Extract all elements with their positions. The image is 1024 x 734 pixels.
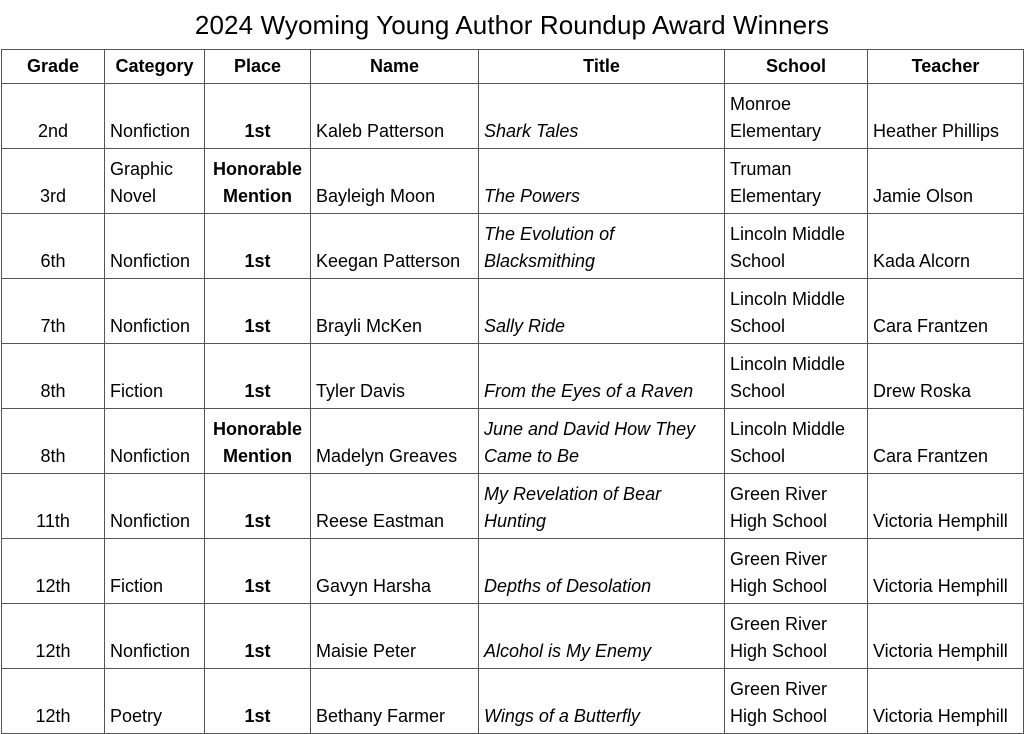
cell-grade: 6th xyxy=(2,214,105,279)
cell-teacher: Victoria Hemphill xyxy=(868,474,1024,539)
cell-place: 1st xyxy=(205,474,311,539)
cell-title: Shark Tales xyxy=(479,84,725,149)
cell-name: Brayli McKen xyxy=(311,279,479,344)
table-header-row xyxy=(2,50,1024,84)
cell-grade: 7th xyxy=(2,279,105,344)
cell-category: Fiction xyxy=(105,344,205,409)
cell-name: Tyler Davis xyxy=(311,344,479,409)
cell-school: Lincoln Middle School xyxy=(725,344,868,409)
cell-school: Monroe Elementary xyxy=(725,84,868,149)
cell-category: Nonfiction xyxy=(105,214,205,279)
cell-teacher: Drew Roska xyxy=(868,344,1024,409)
cell-teacher: Cara Frantzen xyxy=(868,279,1024,344)
cell-school: Truman Elementary xyxy=(725,149,868,214)
cell-grade: 12th xyxy=(2,604,105,669)
cell-grade: 8th xyxy=(2,409,105,474)
cell-grade: 8th xyxy=(2,344,105,409)
cell-school: Lincoln Middle School xyxy=(725,279,868,344)
cell-school: Green River High School xyxy=(725,539,868,604)
cell-school: Green River High School xyxy=(725,604,868,669)
cell-category: Graphic Novel xyxy=(105,149,205,214)
cell-category: Nonfiction xyxy=(105,279,205,344)
cell-teacher: Cara Frantzen xyxy=(868,409,1024,474)
cell-grade: 12th xyxy=(2,669,105,734)
table-row xyxy=(2,149,1024,214)
cell-title: Alcohol is My Enemy xyxy=(479,604,725,669)
cell-category: Nonfiction xyxy=(105,84,205,149)
table-row xyxy=(2,669,1024,734)
cell-teacher: Heather Phillips xyxy=(868,84,1024,149)
cell-title: Sally Ride xyxy=(479,279,725,344)
cell-title: The Evolution of Blacksmithing xyxy=(479,214,725,279)
cell-place: Honorable Mention xyxy=(205,149,311,214)
header-title: Title xyxy=(479,50,725,84)
cell-grade: 11th xyxy=(2,474,105,539)
cell-name: Keegan Patterson xyxy=(311,214,479,279)
cell-teacher: Kada Alcorn xyxy=(868,214,1024,279)
cell-category: Fiction xyxy=(105,539,205,604)
cell-grade: 3rd xyxy=(2,149,105,214)
table-row xyxy=(2,474,1024,539)
cell-school: Green River High School xyxy=(725,474,868,539)
table-row xyxy=(2,539,1024,604)
cell-place: 1st xyxy=(205,539,311,604)
header-teacher: Teacher xyxy=(868,50,1024,84)
cell-teacher: Victoria Hemphill xyxy=(868,604,1024,669)
cell-place: 1st xyxy=(205,279,311,344)
cell-title: Depths of Desolation xyxy=(479,539,725,604)
cell-teacher: Jamie Olson xyxy=(868,149,1024,214)
cell-name: Bethany Farmer xyxy=(311,669,479,734)
cell-place: 1st xyxy=(205,214,311,279)
cell-school: Lincoln Middle School xyxy=(725,214,868,279)
cell-category: Nonfiction xyxy=(105,474,205,539)
cell-school: Lincoln Middle School xyxy=(725,409,868,474)
page-title: 2024 Wyoming Young Author Roundup Award Winners xyxy=(194,10,830,40)
table-row xyxy=(2,214,1024,279)
cell-name: Bayleigh Moon xyxy=(311,149,479,214)
winners-table xyxy=(1,49,1024,734)
cell-title: Wings of a Butterfly xyxy=(479,669,725,734)
header-category: Category xyxy=(105,50,205,84)
cell-name: Reese Eastman xyxy=(311,474,479,539)
cell-category: Nonfiction xyxy=(105,604,205,669)
cell-place: 1st xyxy=(205,344,311,409)
table-row xyxy=(2,604,1024,669)
cell-name: Kaleb Patterson xyxy=(311,84,479,149)
cell-place: 1st xyxy=(205,84,311,149)
cell-title: From the Eyes of a Raven xyxy=(479,344,725,409)
cell-grade: 12th xyxy=(2,539,105,604)
table-row xyxy=(2,344,1024,409)
table-row xyxy=(2,84,1024,149)
cell-title: The Powers xyxy=(479,149,725,214)
cell-grade: 2nd xyxy=(2,84,105,149)
header-name: Name xyxy=(311,50,479,84)
cell-place: 1st xyxy=(205,604,311,669)
cell-place: Honorable Mention xyxy=(205,409,311,474)
table-row xyxy=(2,279,1024,344)
cell-category: Nonfiction xyxy=(105,409,205,474)
header-school: School xyxy=(725,50,868,84)
cell-teacher: Victoria Hemphill xyxy=(868,669,1024,734)
cell-school: Green River High School xyxy=(725,669,868,734)
header-place: Place xyxy=(205,50,311,84)
cell-title: My Revelation of Bear Hunting xyxy=(479,474,725,539)
cell-place: 1st xyxy=(205,669,311,734)
cell-name: Maisie Peter xyxy=(311,604,479,669)
header-grade: Grade xyxy=(2,50,105,84)
cell-name: Gavyn Harsha xyxy=(311,539,479,604)
cell-title: June and David How They Came to Be xyxy=(479,409,725,474)
cell-category: Poetry xyxy=(105,669,205,734)
cell-name: Madelyn Greaves xyxy=(311,409,479,474)
table-row xyxy=(2,409,1024,474)
cell-teacher: Victoria Hemphill xyxy=(868,539,1024,604)
